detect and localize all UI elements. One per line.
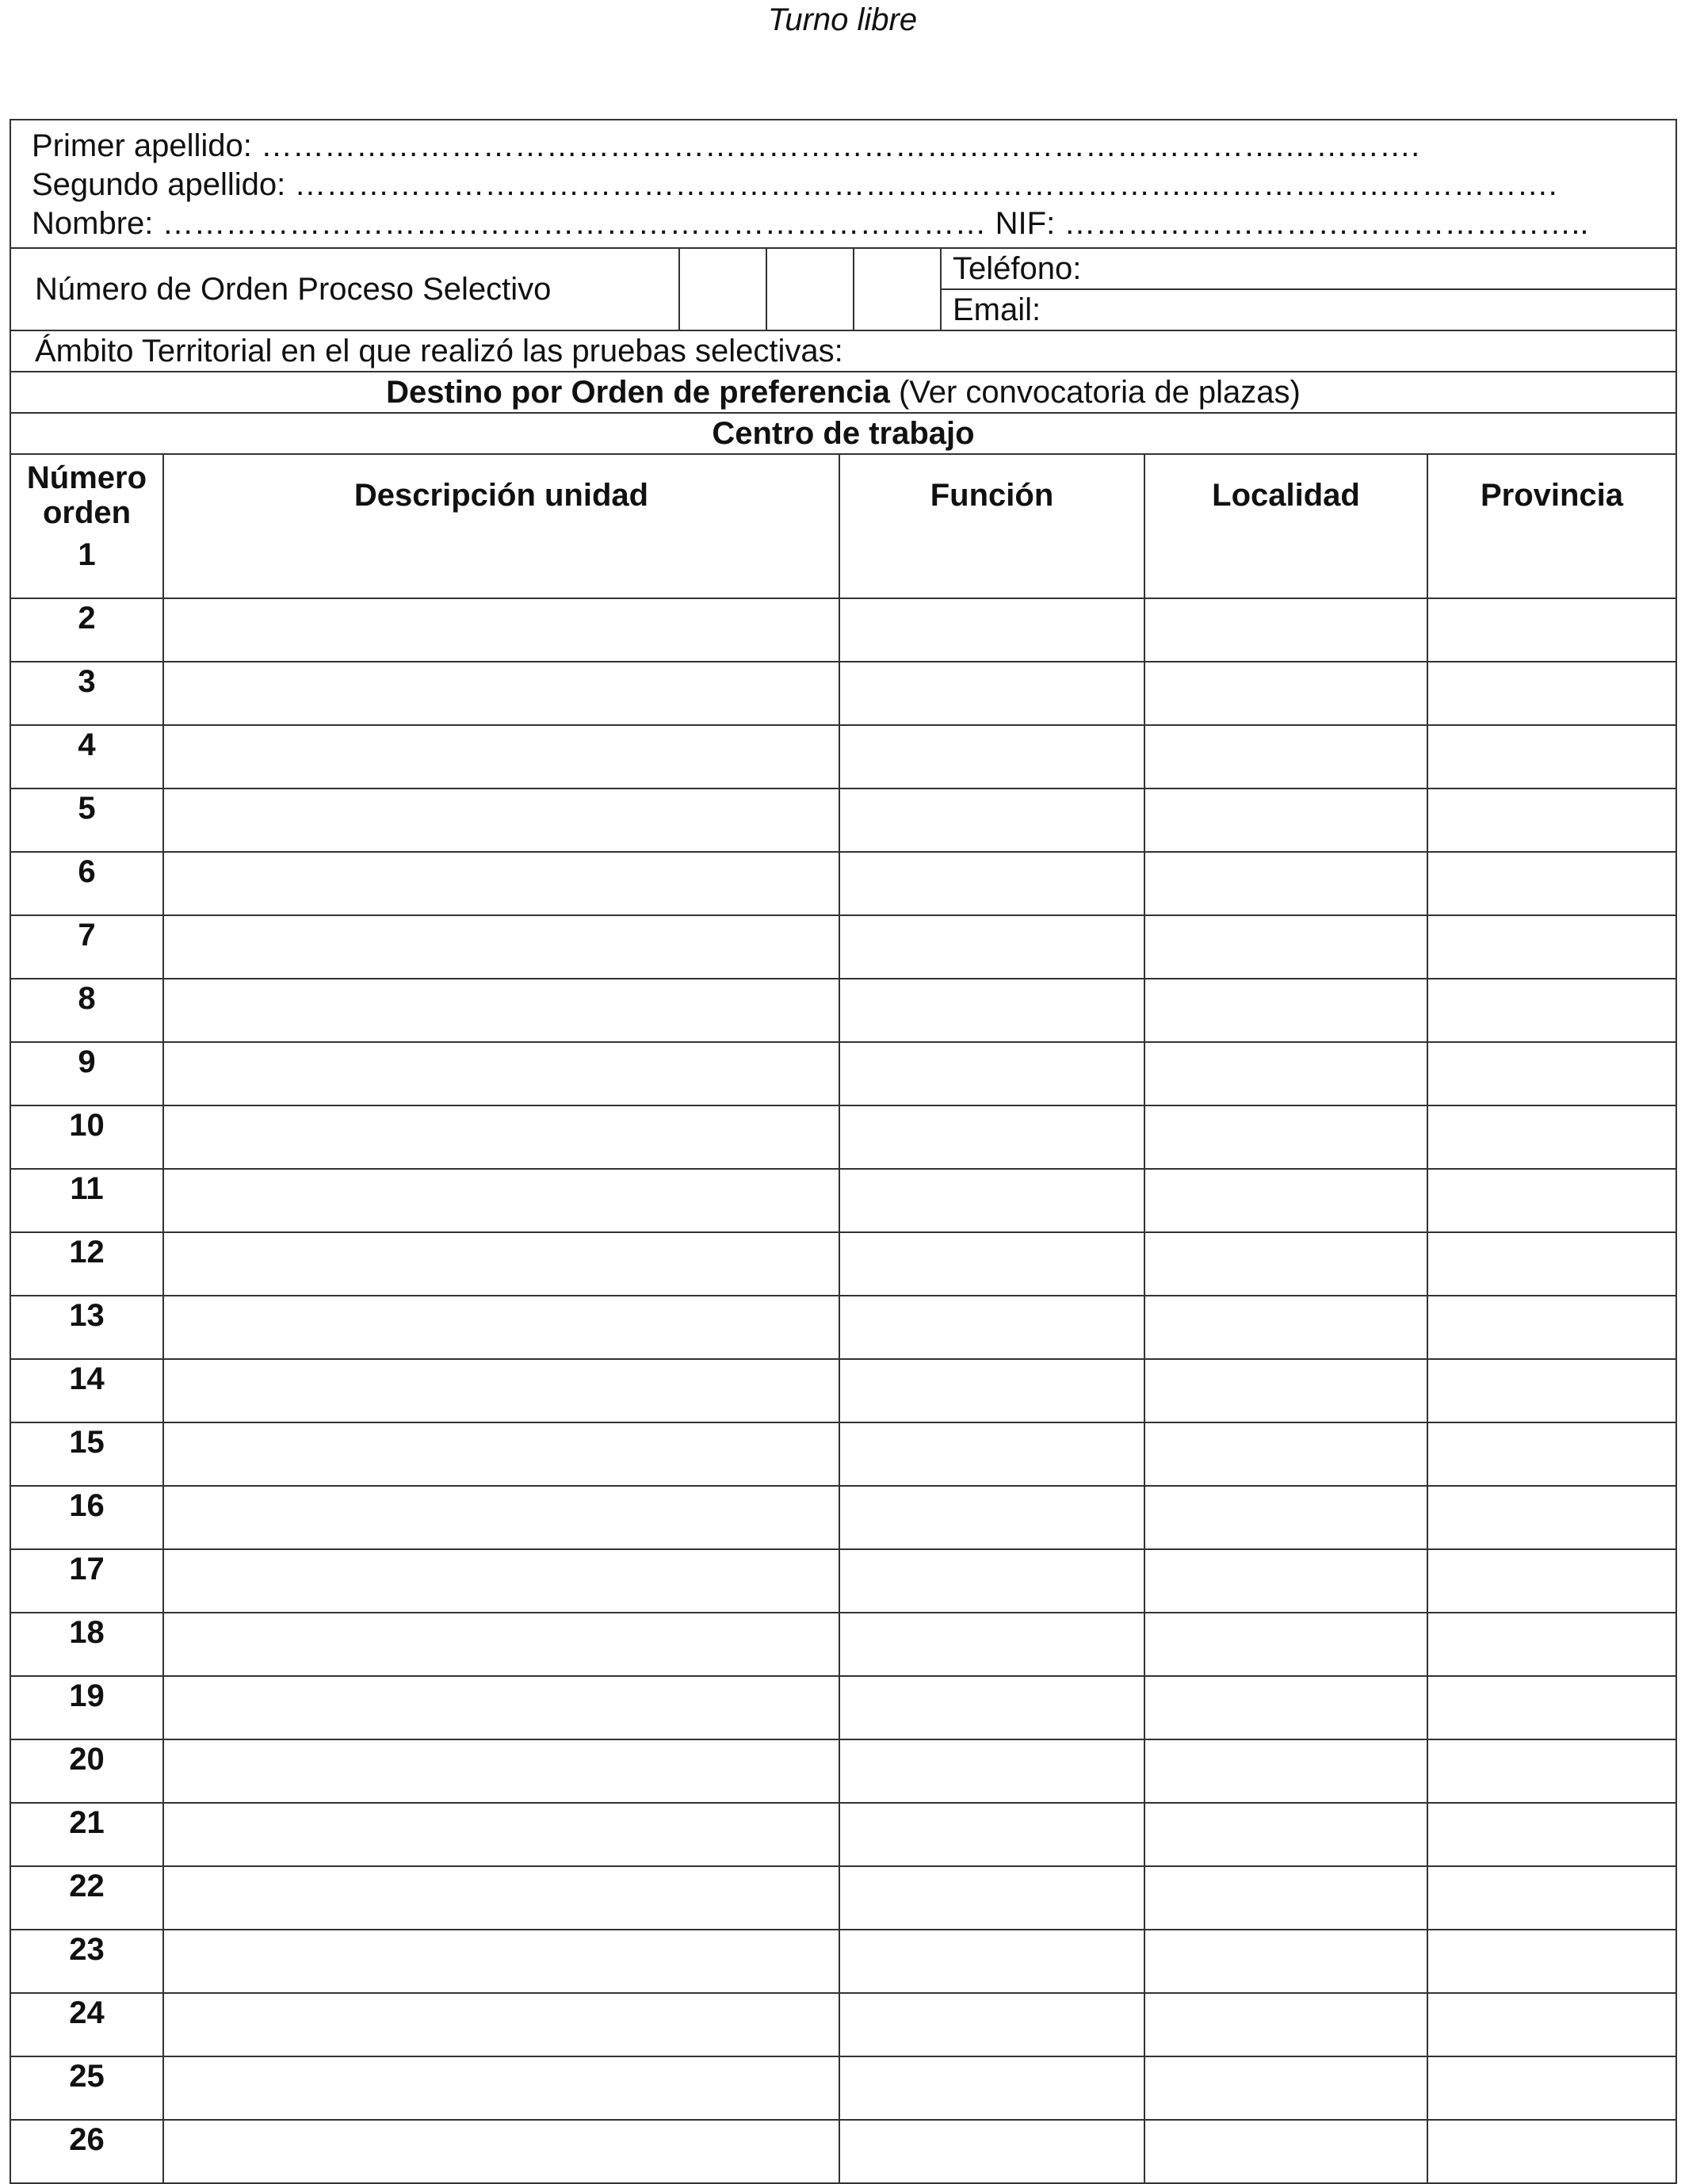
localidad-cell[interactable]: [1144, 2056, 1427, 2120]
descripcion-unidad-cell[interactable]: [163, 536, 839, 598]
provincia-cell[interactable]: [1427, 2056, 1675, 2120]
funcion-cell[interactable]: [839, 1803, 1144, 1866]
orden-contact-row: [11, 249, 1675, 331]
header-numero-orden: Número orden: [11, 455, 163, 536]
centro-trabajo-heading: [11, 414, 1675, 455]
provincia-cell[interactable]: [1427, 788, 1675, 852]
localidad-cell[interactable]: [1144, 1042, 1427, 1105]
provincia-cell[interactable]: [1427, 1486, 1675, 1549]
funcion-cell[interactable]: [839, 1930, 1144, 1993]
table-row: [11, 1613, 1675, 1676]
destino-heading: [11, 372, 1675, 414]
provincia-cell[interactable]: [1427, 725, 1675, 788]
funcion-cell[interactable]: [839, 598, 1144, 662]
table-row: [11, 662, 1675, 725]
numero-orden-cell: 21: [11, 1803, 163, 1866]
table-row: [11, 1803, 1675, 1866]
descripcion-unidad-cell[interactable]: [163, 1930, 839, 1993]
table-body: [11, 536, 1675, 2182]
localidad-cell[interactable]: [1144, 1803, 1427, 1866]
table-row: [11, 725, 1675, 788]
orden-digit-box-2[interactable]: [767, 249, 854, 330]
funcion-cell[interactable]: [839, 788, 1144, 852]
numero-orden-cell: 23: [11, 1930, 163, 1993]
descripcion-unidad-cell[interactable]: [163, 725, 839, 788]
localidad-cell[interactable]: [1144, 1232, 1427, 1296]
table-row: [11, 1739, 1675, 1803]
table-row: [11, 1232, 1675, 1296]
funcion-cell[interactable]: [839, 1105, 1144, 1169]
funcion-cell[interactable]: [839, 662, 1144, 725]
table-row: [11, 1549, 1675, 1613]
ambito-label: Ámbito Territorial en el que realizó las pruebas selectivas:: [35, 334, 843, 368]
provincia-cell[interactable]: [1427, 1232, 1675, 1296]
descripcion-unidad-cell[interactable]: [163, 662, 839, 725]
telefono-label: Teléfono:: [953, 250, 1082, 286]
preference-table-wrapper: [11, 455, 1675, 2182]
table-row: [11, 1042, 1675, 1105]
orden-proceso-label: Número de Orden Proceso Selectivo: [11, 249, 680, 330]
provincia-cell[interactable]: [1427, 1930, 1675, 1993]
destino-bold-text: Destino por Orden de preferencia: [386, 375, 890, 410]
primer-apellido-line[interactable]: [32, 127, 1675, 166]
funcion-cell[interactable]: [839, 915, 1144, 979]
funcion-cell[interactable]: [839, 2056, 1144, 2120]
numero-orden-cell: 10: [11, 1105, 163, 1169]
funcion-cell[interactable]: [839, 725, 1144, 788]
numero-orden-cell: 20: [11, 1739, 163, 1803]
funcion-cell[interactable]: [839, 1993, 1144, 2056]
centro-trabajo-label: Centro de trabajo: [712, 416, 975, 451]
localidad-cell[interactable]: [1144, 1549, 1427, 1613]
application-form: [10, 119, 1677, 2184]
funcion-cell[interactable]: [839, 1486, 1144, 1549]
numero-orden-cell: 24: [11, 1993, 163, 2056]
table-row: [11, 1169, 1675, 1232]
provincia-cell[interactable]: [1427, 536, 1675, 598]
segundo-apellido-line[interactable]: [32, 166, 1675, 204]
numero-orden-cell: 19: [11, 1676, 163, 1739]
localidad-cell[interactable]: [1144, 1296, 1427, 1359]
table-row: [11, 1486, 1675, 1549]
provincia-cell[interactable]: [1427, 1739, 1675, 1803]
funcion-cell[interactable]: [839, 852, 1144, 915]
funcion-cell[interactable]: [839, 1549, 1144, 1613]
provincia-cell[interactable]: [1427, 662, 1675, 725]
descripcion-unidad-cell[interactable]: [163, 788, 839, 852]
header-descripcion-unidad: Descripción unidad: [163, 455, 839, 536]
descripcion-unidad-cell[interactable]: [163, 2056, 839, 2120]
ambito-territorial-field[interactable]: [11, 331, 1675, 372]
funcion-cell[interactable]: [839, 1232, 1144, 1296]
funcion-cell[interactable]: [839, 1042, 1144, 1105]
numero-orden-cell: 26: [11, 2120, 163, 2182]
orden-digit-box-1[interactable]: [680, 249, 767, 330]
provincia-cell[interactable]: [1427, 1422, 1675, 1486]
descripcion-unidad-cell[interactable]: [163, 1359, 839, 1422]
localidad-cell[interactable]: [1144, 725, 1427, 788]
localidad-cell[interactable]: [1144, 662, 1427, 725]
primer-apellido-field[interactable]: …………………………………………………………………………………….………….: [261, 128, 1420, 163]
localidad-cell[interactable]: [1144, 1930, 1427, 1993]
email-label: Email:: [953, 292, 1041, 327]
descripcion-unidad-cell[interactable]: [163, 1169, 839, 1232]
localidad-cell[interactable]: [1144, 979, 1427, 1042]
provincia-cell[interactable]: [1427, 598, 1675, 662]
nombre-nif-line: [32, 204, 1675, 243]
localidad-cell[interactable]: [1144, 1422, 1427, 1486]
descripcion-unidad-cell[interactable]: [163, 915, 839, 979]
numero-orden-cell: 13: [11, 1296, 163, 1359]
funcion-cell[interactable]: [839, 979, 1144, 1042]
document-title: Turno libre: [767, 2, 918, 37]
localidad-cell[interactable]: [1144, 598, 1427, 662]
provincia-cell[interactable]: [1427, 1549, 1675, 1613]
numero-orden-cell: 12: [11, 1232, 163, 1296]
header-funcion: Función: [839, 455, 1144, 536]
localidad-cell[interactable]: [1144, 1613, 1427, 1676]
numero-orden-cell: 8: [11, 979, 163, 1042]
provincia-cell[interactable]: [1427, 1866, 1675, 1930]
numero-orden-cell: 7: [11, 915, 163, 979]
descripcion-unidad-cell[interactable]: [163, 1296, 839, 1359]
descripcion-unidad-cell[interactable]: [163, 1549, 839, 1613]
localidad-cell[interactable]: [1144, 1866, 1427, 1930]
descripcion-unidad-cell[interactable]: [163, 1486, 839, 1549]
table-row: [11, 1422, 1675, 1486]
descripcion-unidad-cell[interactable]: [163, 1042, 839, 1105]
table-row: [11, 1296, 1675, 1359]
provincia-cell[interactable]: [1427, 1042, 1675, 1105]
descripcion-unidad-cell[interactable]: [163, 1993, 839, 2056]
table-row: [11, 1930, 1675, 1993]
funcion-cell[interactable]: [839, 1866, 1144, 1930]
table-row: [11, 2120, 1675, 2182]
numero-orden-cell: 9: [11, 1042, 163, 1105]
table-row: [11, 852, 1675, 915]
localidad-cell[interactable]: [1144, 536, 1427, 598]
numero-orden-cell: 15: [11, 1422, 163, 1486]
localidad-cell[interactable]: [1144, 1486, 1427, 1549]
header-localidad: Localidad: [1144, 455, 1427, 536]
descripcion-unidad-cell[interactable]: [163, 1422, 839, 1486]
personal-data-section: [11, 120, 1675, 249]
provincia-cell[interactable]: [1427, 1676, 1675, 1739]
numero-orden-cell: 2: [11, 598, 163, 662]
localidad-cell[interactable]: [1144, 1676, 1427, 1739]
funcion-cell[interactable]: [839, 1169, 1144, 1232]
localidad-cell[interactable]: [1144, 852, 1427, 915]
provincia-cell[interactable]: [1427, 1803, 1675, 1866]
localidad-cell[interactable]: [1144, 1739, 1427, 1803]
descripcion-unidad-cell[interactable]: [163, 1105, 839, 1169]
nombre-field[interactable]: ……………………………………………………………………: [162, 206, 987, 241]
descripcion-unidad-cell[interactable]: [163, 598, 839, 662]
email-field[interactable]: [942, 290, 1675, 330]
provincia-cell[interactable]: [1427, 915, 1675, 979]
nif-label: NIF:: [995, 206, 1056, 241]
descripcion-unidad-cell[interactable]: [163, 1613, 839, 1676]
table-row: [11, 979, 1675, 1042]
telefono-field[interactable]: [942, 249, 1675, 290]
numero-orden-cell: 14: [11, 1359, 163, 1422]
contact-fields: [942, 249, 1675, 330]
funcion-cell[interactable]: [839, 1613, 1144, 1676]
segundo-apellido-label: Segundo apellido:: [32, 167, 286, 202]
localidad-cell[interactable]: [1144, 2120, 1427, 2182]
table-row: [11, 788, 1675, 852]
descripcion-unidad-cell[interactable]: [163, 1739, 839, 1803]
provincia-cell[interactable]: [1427, 2120, 1675, 2182]
numero-orden-cell: 3: [11, 662, 163, 725]
numero-orden-cell: 4: [11, 725, 163, 788]
funcion-cell[interactable]: [839, 1422, 1144, 1486]
numero-orden-cell: 17: [11, 1549, 163, 1613]
numero-orden-cell: 25: [11, 2056, 163, 2120]
funcion-cell[interactable]: [839, 1296, 1144, 1359]
table-row: [11, 915, 1675, 979]
descripcion-unidad-cell[interactable]: [163, 852, 839, 915]
nombre-label: Nombre:: [32, 206, 154, 241]
numero-orden-cell: 22: [11, 1866, 163, 1930]
table-row: [11, 598, 1675, 662]
localidad-cell[interactable]: [1144, 1359, 1427, 1422]
provincia-cell[interactable]: [1427, 1105, 1675, 1169]
table-row: [11, 1993, 1675, 2056]
numero-orden-cell: 18: [11, 1613, 163, 1676]
orden-digit-box-3[interactable]: [854, 249, 942, 330]
table-row: [11, 1105, 1675, 1169]
descripcion-unidad-cell[interactable]: [163, 2120, 839, 2182]
table-row: [11, 1866, 1675, 1930]
preference-table: [11, 455, 1675, 2182]
funcion-cell[interactable]: [839, 1739, 1144, 1803]
table-row: [11, 536, 1675, 598]
descripcion-unidad-cell[interactable]: [163, 1676, 839, 1739]
numero-orden-cell: 1: [11, 536, 163, 598]
descripcion-unidad-cell[interactable]: [163, 979, 839, 1042]
provincia-cell[interactable]: [1427, 979, 1675, 1042]
segundo-apellido-field[interactable]: …………………………………………………………………………..…………………………….: [294, 167, 1557, 202]
localidad-cell[interactable]: [1144, 1993, 1427, 2056]
provincia-cell[interactable]: [1427, 852, 1675, 915]
funcion-cell[interactable]: [839, 536, 1144, 598]
descripcion-unidad-cell[interactable]: [163, 1866, 839, 1930]
numero-orden-cell: 6: [11, 852, 163, 915]
nif-field[interactable]: …………………………………………..: [1064, 206, 1589, 241]
descripcion-unidad-cell[interactable]: [163, 1803, 839, 1866]
destino-note: (Ver convocatoria de plazas): [898, 375, 1301, 410]
provincia-cell[interactable]: [1427, 1613, 1675, 1676]
provincia-cell[interactable]: [1427, 1359, 1675, 1422]
table-row: [11, 1676, 1675, 1739]
table-header-row: [11, 455, 1675, 536]
table-row: [11, 1359, 1675, 1422]
funcion-cell[interactable]: [839, 1676, 1144, 1739]
numero-orden-cell: 5: [11, 788, 163, 852]
localidad-cell[interactable]: [1144, 788, 1427, 852]
localidad-cell[interactable]: [1144, 1169, 1427, 1232]
provincia-cell[interactable]: [1427, 1993, 1675, 2056]
provincia-cell[interactable]: [1427, 1169, 1675, 1232]
header-provincia: Provincia: [1427, 455, 1675, 536]
primer-apellido-label: Primer apellido:: [32, 128, 252, 163]
provincia-cell[interactable]: [1427, 1296, 1675, 1359]
table-row: [11, 2056, 1675, 2120]
numero-orden-cell: 16: [11, 1486, 163, 1549]
numero-orden-cell: 11: [11, 1169, 163, 1232]
descripcion-unidad-cell[interactable]: [163, 1232, 839, 1296]
localidad-cell[interactable]: [1144, 915, 1427, 979]
funcion-cell[interactable]: [839, 1359, 1144, 1422]
localidad-cell[interactable]: [1144, 1105, 1427, 1169]
funcion-cell[interactable]: [839, 2120, 1144, 2182]
